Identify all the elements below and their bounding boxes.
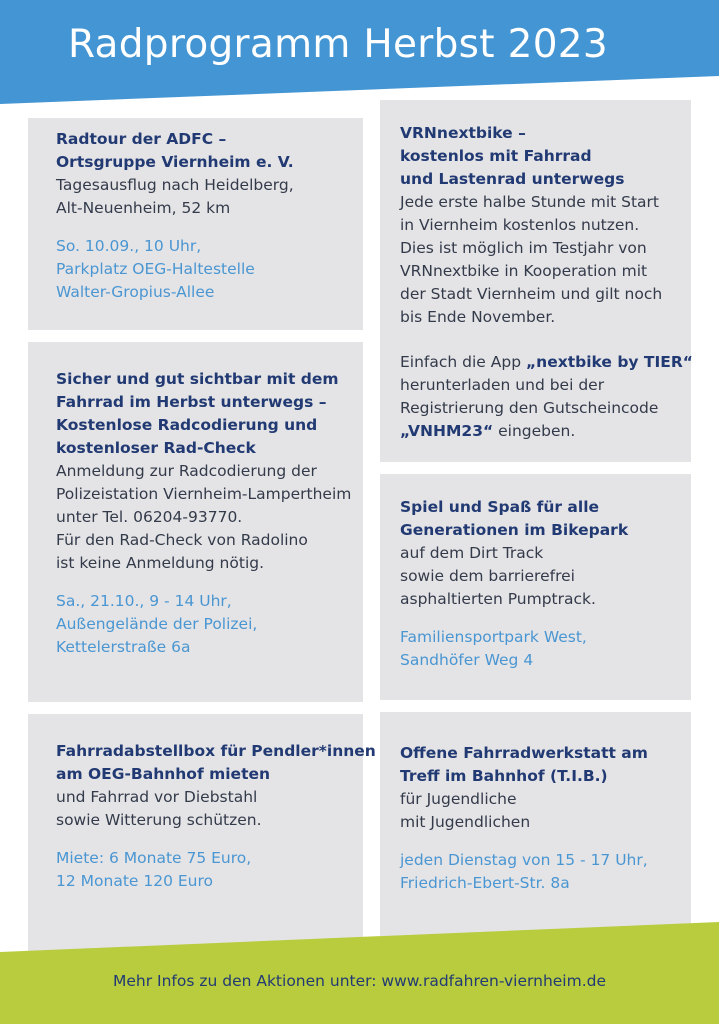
app-name: „nextbike by TIER“ [525,353,693,371]
event-details: Miete: 6 Monate 75 Euro, 12 Monate 120 Euro [56,849,252,890]
event-box-vrnnextbike [380,100,691,462]
event-details: Sa., 21.10., 9 - 14 Uhr, Außengelände der Polizei, Kettelerstraße 6a [56,592,258,656]
event-details: jeden Dienstag von 15 - 17 Uhr, Friedrich-Ebert-Str. 8a [400,851,648,892]
event-description: Jede erste halbe Stunde mit Start in Viernheim kostenlos nutzen. Dies ist möglich im Testjahr von VRNnextbike in Kooperation mit der Stadt Viernheim und gilt noch bis Ende November. [400,193,663,326]
page-title: Radprogramm Herbst 2023 [68,22,609,67]
event-details: Familiensportpark West, Sandhöfer Weg 4 [400,628,587,669]
event-details: So. 10.09., 10 Uhr, Parkplatz OEG-Haltestelle Walter-Gropius-Allee [56,237,255,301]
footer-banner [0,900,719,1024]
event-heading: Spiel und Spaß für alle Generationen im Bikepark [400,498,629,539]
event-heading: Radtour der ADFC – Ortsgruppe Viernheim e. V. [56,130,294,171]
event-heading: Fahrradabstellbox für Pendler*innen am OEG-Bahnhof mieten [56,742,376,783]
footer-background [0,900,719,1024]
event-description: Anmeldung zur Radcodierung der Polizeistation Viernheim-Lampertheim unter Tel. 06204-93770. Für den Rad-Check von Radolino ist keine Anmeldung nötig. [56,462,352,572]
header-banner [0,0,719,104]
event-description: für Jugendliche mit Jugendlichen [400,790,531,831]
footer-info-link[interactable]: Mehr Infos zu den Aktionen unter: www.radfahren-viernheim.de [112,972,607,990]
event-heading: VRNnextbike – kostenlos mit Fahrrad und Lastenrad unterwegs [400,124,625,188]
event-box-radcodierung [28,342,363,702]
voucher-code: „VNHM23“ [400,422,494,440]
event-heading: Sicher und gut sichtbar mit dem Fahrrad im Herbst unterwegs – Kostenlose Radcodierung und kostenloser Rad-Check [56,370,339,457]
event-description: und Fahrrad vor Diebstahl sowie Witterung schützen. [56,788,262,829]
event-box-bikepark [380,474,691,700]
event-heading: Offene Fahrradwerkstatt am Treff im Bahnhof (T.I.B.) [400,744,648,785]
app-instructions: Einfach die App „nextbike by TIER“ herunterladen und bei der Registrierung den Gutscheincode „VNHM23“ eingeben. [400,353,693,440]
event-description: Tagesausflug nach Heidelberg, Alt-Neuenheim, 52 km [56,176,294,217]
event-description: auf dem Dirt Track sowie dem barrierefrei asphaltierten Pumptrack. [400,544,596,608]
event-box-adfc-tour [28,118,363,330]
